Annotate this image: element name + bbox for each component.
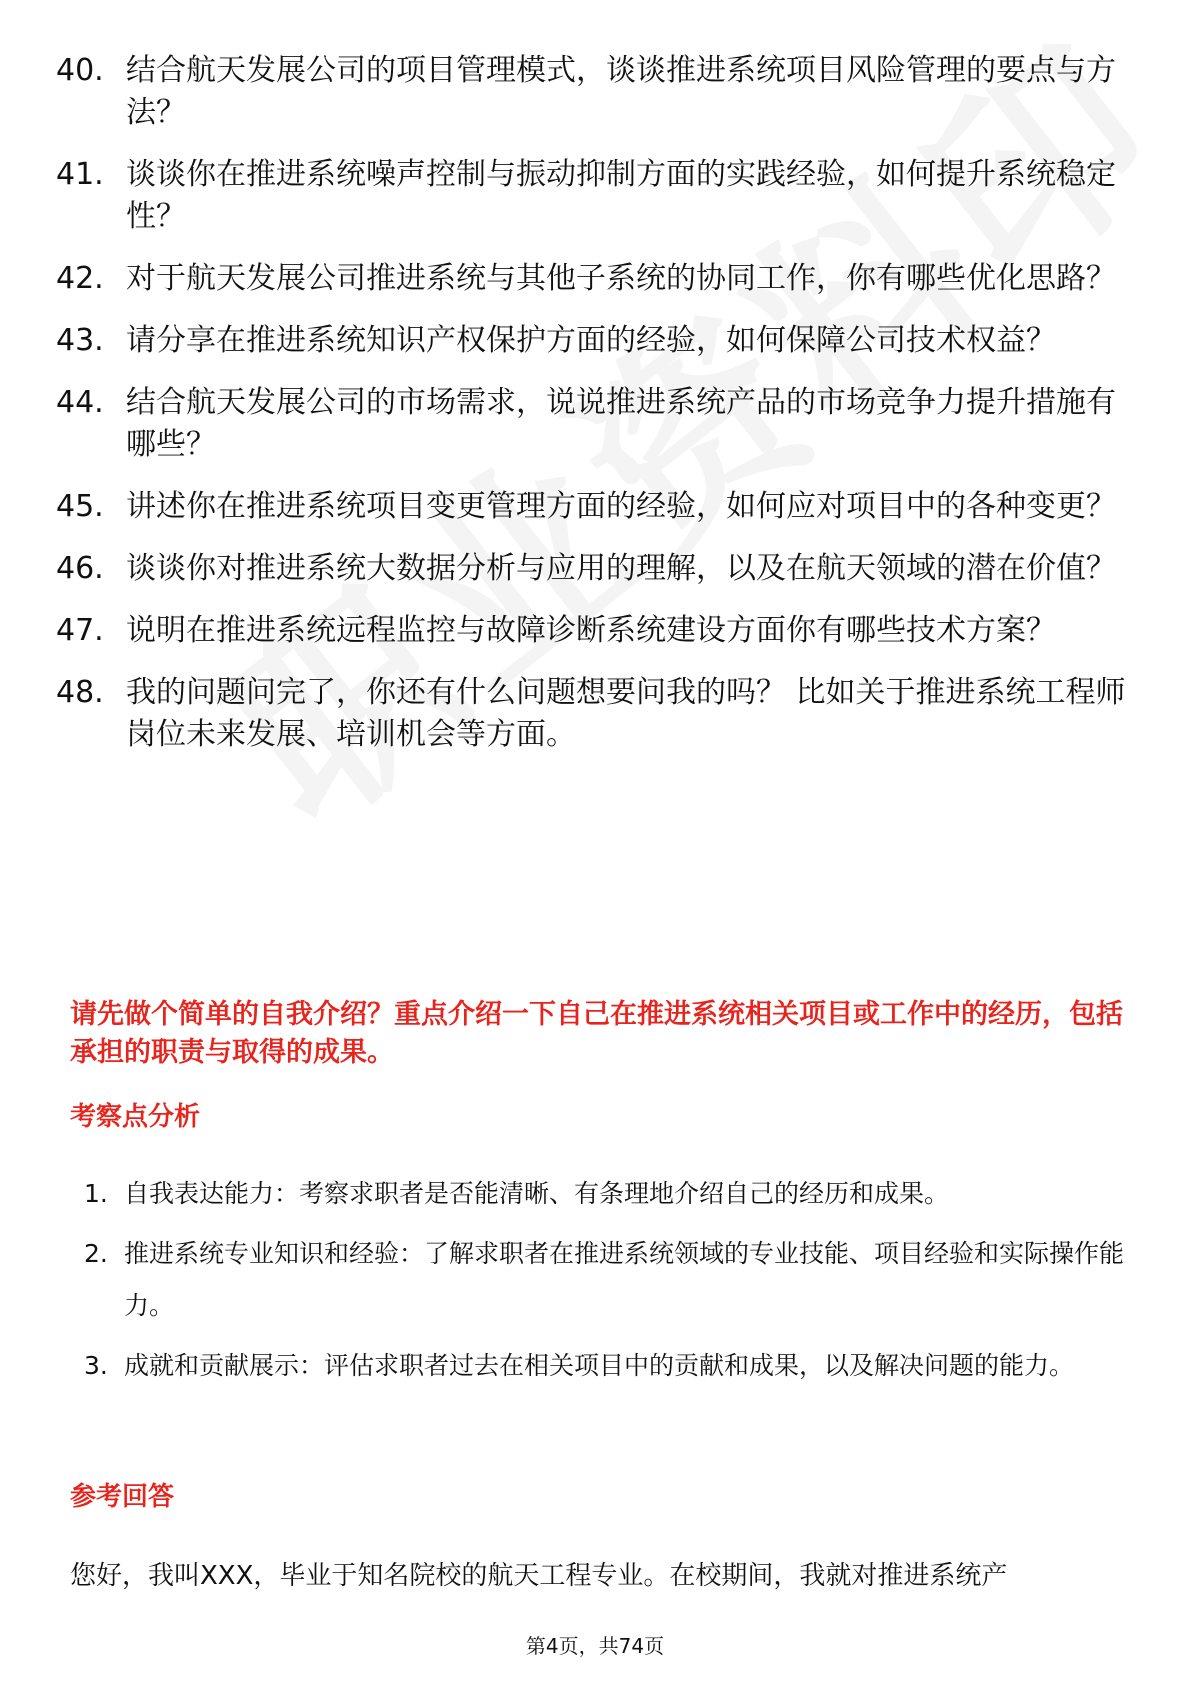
- answer-heading: 参考回答: [70, 1482, 175, 1512]
- item-text: 讲述你在推进系统项目变更管理方面的经验，如何应对项目中的各种变更？: [126, 489, 1116, 524]
- item-text: 我的问题问完了，你还有什么问题想要问我的吗？ 比如关于推进系统工程师岗位未来发展、培训机会等方面。: [126, 675, 1126, 752]
- answer-text: 您好，我叫XXX，毕业于知名院校的航天工程专业。在校期间，我就对推进系统产: [70, 1561, 1008, 1591]
- question-list: [56, 50, 1136, 776]
- item-text: 结合航天发展公司的市场需求，说说推进系统产品的市场竞争力提升措施有哪些？: [126, 385, 1116, 462]
- item-number: 46.: [56, 551, 104, 586]
- item-number: 44.: [56, 385, 104, 420]
- list-item: [56, 320, 1136, 362]
- item-text: 请分享在推进系统知识产权保护方面的经验，如何保障公司技术权益？: [126, 323, 1056, 358]
- item-text: 推进系统专业知识和经验：了解求职者在推进系统领域的专业技能、项目经验和实际操作能力。: [124, 1239, 1125, 1320]
- item-number: 41.: [56, 157, 104, 192]
- item-number: 1.: [84, 1179, 108, 1208]
- interview-prompt: 请先做个简单的自我介绍？重点介绍一下自己在推进系统相关项目或工作中的经历，包括承担的职责与取得的成果。: [70, 999, 1123, 1068]
- page-number: 第4页，共74页: [525, 1634, 665, 1658]
- item-number: 45.: [56, 489, 104, 524]
- item-number: 2.: [84, 1239, 108, 1268]
- item-number: 43.: [56, 323, 104, 358]
- item-number: 40.: [56, 53, 104, 88]
- item-text: 谈谈你在推进系统噪声控制与振动抑制方面的实践经验，如何提升系统稳定性？: [126, 157, 1116, 234]
- item-text: 说明在推进系统远程监控与故障诊断系统建设方面你有哪些技术方案？: [126, 613, 1056, 648]
- list-item: [84, 1228, 1134, 1332]
- list-item: [84, 1168, 1134, 1220]
- list-item: [56, 50, 1136, 134]
- list-item: [56, 154, 1136, 238]
- list-item: [56, 486, 1136, 528]
- list-item: [56, 610, 1136, 652]
- item-text: 结合航天发展公司的项目管理模式，谈谈推进系统项目风险管理的要点与方法？: [126, 53, 1116, 130]
- list-item: [56, 548, 1136, 590]
- item-number: 3.: [84, 1351, 108, 1380]
- list-item: [56, 672, 1136, 756]
- item-number: 48.: [56, 675, 104, 710]
- analysis-points: [84, 1168, 1134, 1400]
- item-number: 42.: [56, 261, 104, 296]
- list-item: [84, 1340, 1134, 1392]
- item-text: 成就和贡献展示：评估求职者过去在相关项目中的贡献和成果，以及解决问题的能力。: [124, 1351, 1075, 1380]
- item-text: 谈谈你对推进系统大数据分析与应用的理解，以及在航天领域的潜在价值？: [126, 551, 1116, 586]
- list-item: [56, 258, 1136, 300]
- analysis-heading: 考察点分析: [70, 1102, 201, 1132]
- item-text: 自我表达能力：考察求职者是否能清晰、有条理地介绍自己的经历和成果。: [124, 1179, 950, 1208]
- item-text: 对于航天发展公司推进系统与其他子系统的协同工作，你有哪些优化思路？: [126, 261, 1116, 296]
- item-number: 47.: [56, 613, 104, 648]
- list-item: [56, 382, 1136, 466]
